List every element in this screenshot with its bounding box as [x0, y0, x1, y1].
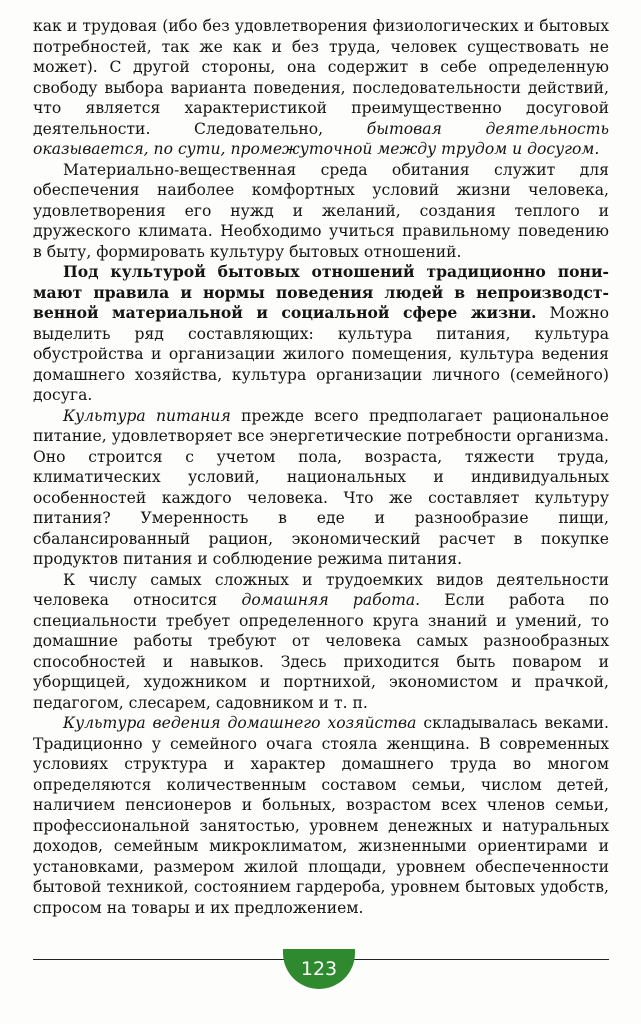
text-run: Если работа по специальности требует определенного круга знаний и умений, то домашние работы требуют от человека самых разнообразных способностей и навыков. Здесь приходится быть поваром и уборщицей, художником и портнихой, экономистом и прачкой, педагогом, слесарем, садовником и т. п.: [33, 591, 609, 712]
text-run: складывалась веками. Традиционно у семейного очага стояла женщина. В современных условиях структура и характер домашнего труда во многом определяются количественным составом семьи, числом детей, наличием пенсионеров и больных, возрастом всех членов семьи, профессиональной занятостью, уровнем денежных и натуральных доходов, семейным микроклиматом, жизненными ориентирами и установками, размером жилой площади, уровнем обеспеченности бытовой техникой, состоянием гардероба, уровнем бытовых удобств, спросом на товары и их предложением.: [33, 714, 609, 917]
body-text: [33, 16, 609, 918]
italic-text: Культура ведения домашнего хозяйства: [63, 714, 417, 732]
italic-text: бытовая деятельность оказывается, по сути, промежуточной между трудом и досугом.: [33, 119, 609, 158]
text-run: К числу самых сложных и трудоемких видов деятельности человека относится: [33, 570, 609, 609]
paragraph: [33, 570, 609, 714]
text-run: Можно выделить ряд составляющих: культура питания, культура обустройства и организации жилого помещения, культура ведения домашнего хозяйства, культура организации личного (семейного) досуга.: [33, 304, 609, 404]
page-number-badge: 123: [283, 949, 355, 989]
italic-text: Культура питания: [63, 406, 231, 425]
paragraph: [33, 262, 609, 406]
paragraph: [33, 406, 609, 570]
text-run: как и трудовая (ибо без удовлетворения физиологических и бытовых потребностей, так же как и без труда, человек существовать не может). С другой стороны, она содержит в себе определенную свободу выбора варианта поведения, последовательности действий, что является характеристикой преимущественно досуговой деятельности. Следовательно,: [33, 17, 609, 138]
text-run: прежде всего предполагает рациональное питание, удовлетворяет все энергетические потребности организма. Оно строится с учетом пола, возраста, тяжести труда, климатических условий, национальных и индивидуальных особенностей каждого человека. Что же составляет культуру питания? Умеренность в еде и разнообразие пищи, сбалансированный рацион, экономический расчет в покупке продуктов питания и соблюдение режима питания.: [33, 406, 609, 568]
bold-text: Под культурой бытовых отношений традиционно понимают правила и нормы поведения людей в непроизводственной материальной и социальной сфере жизни.: [33, 262, 609, 322]
paragraph: [33, 160, 609, 263]
paragraph: [33, 16, 609, 160]
paragraph: [33, 713, 609, 918]
text-run: Материально-вещественная среда обитания служит для обеспечения наиболее комфортных условий жизни человека, удовлетворения его нужд и желаний, создания теплого и дружеского климата. Необходимо учиться правильному поведению в быту, формировать культуру бытовых отношений.: [33, 160, 609, 261]
italic-text: домашняя работа.: [241, 591, 421, 609]
